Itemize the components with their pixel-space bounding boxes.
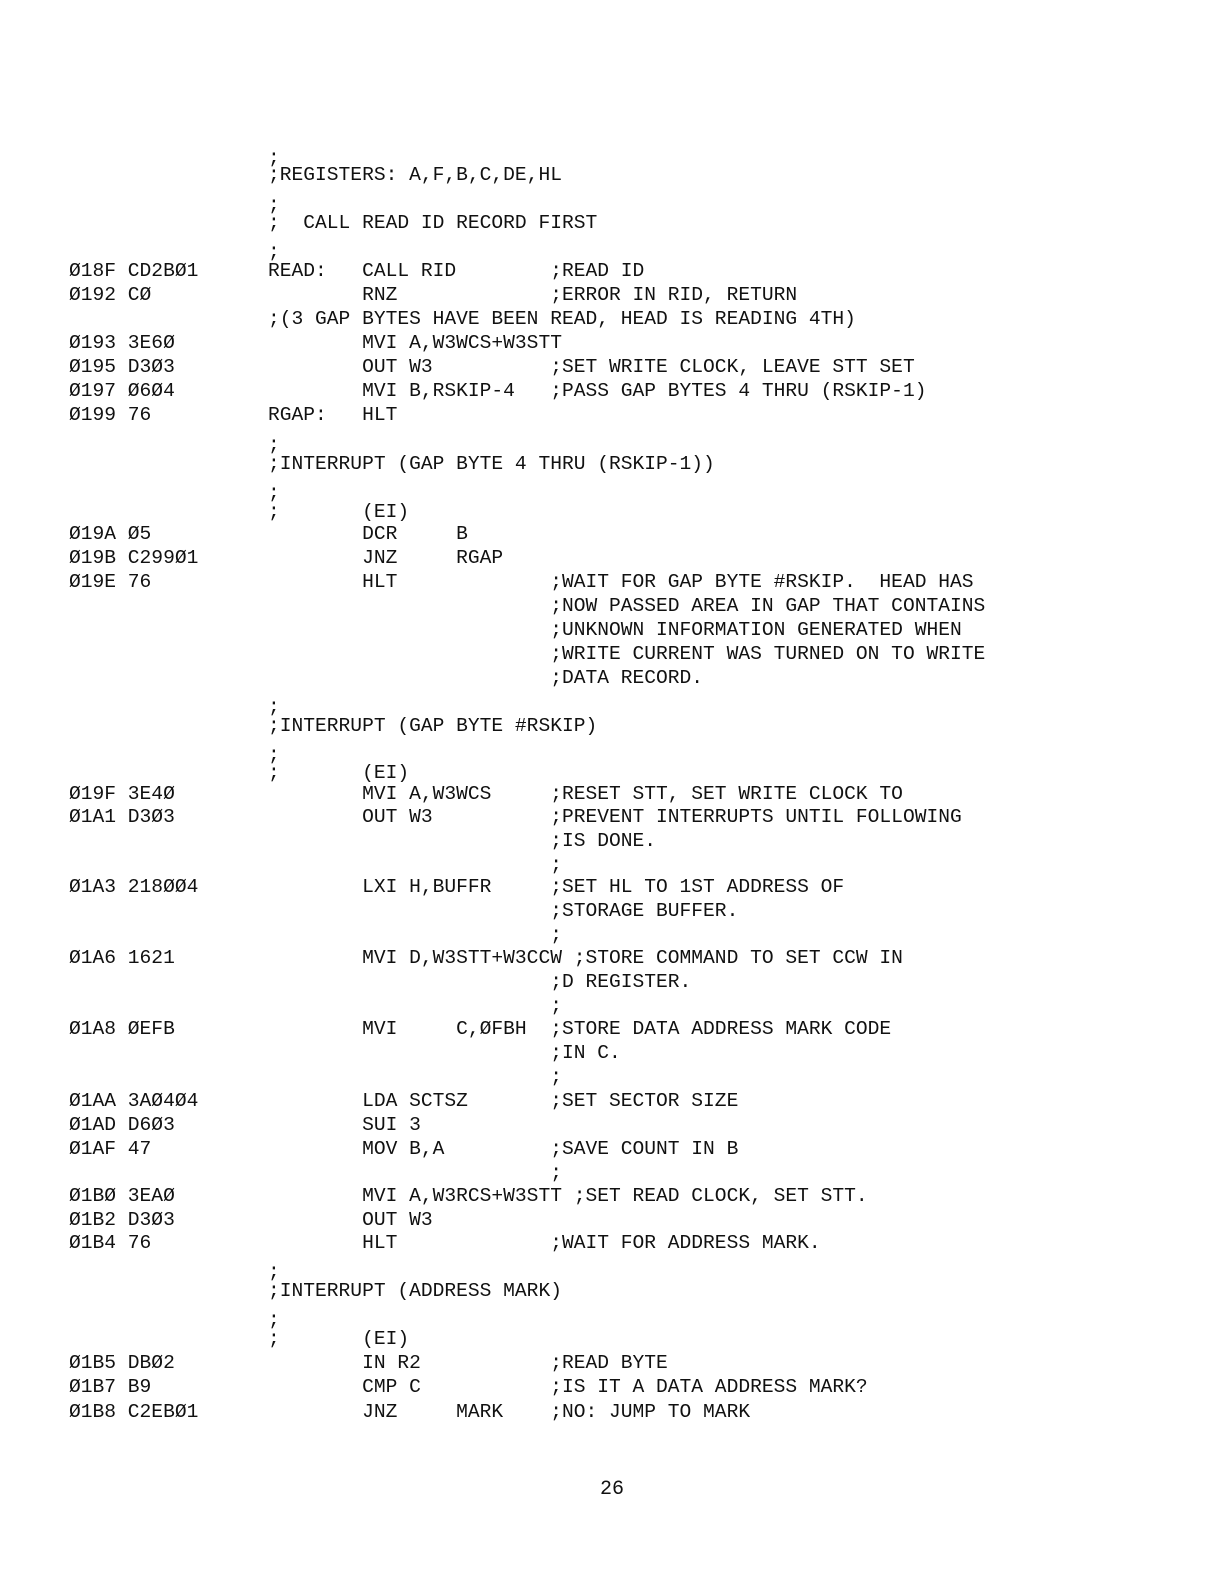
- source-line: JNZ RGAP: [268, 547, 504, 569]
- page-number: 26: [599, 1478, 624, 1501]
- comment-line: ; (EI): [268, 762, 410, 784]
- object-code: Ø199 76: [69, 404, 152, 426]
- object-code: Ø1B2 D3Ø3: [69, 1209, 175, 1231]
- source-line: ;: [268, 924, 562, 946]
- object-code: Ø19A Ø5: [69, 523, 152, 545]
- source-line: LXI H,BUFFR ;SET HL TO 1ST ADDRESS OF: [268, 876, 845, 898]
- source-line: MVI A,W3RCS+W3STT ;SET READ CLOCK, SET STT.: [268, 1185, 868, 1207]
- source-line: ;WRITE CURRENT WAS TURNED ON TO WRITE: [268, 643, 986, 665]
- object-code: Ø1AA 3AØ4Ø4: [69, 1090, 199, 1112]
- source-line: RGAP: HLT: [268, 404, 398, 426]
- source-line: ;D REGISTER.: [268, 971, 692, 993]
- object-code: Ø1A8 ØEFB: [69, 1018, 175, 1040]
- source-line: OUT W3: [268, 1209, 433, 1231]
- object-code: Ø1A1 D3Ø3: [69, 806, 175, 828]
- source-line: READ: CALL RID ;READ ID: [268, 260, 645, 282]
- object-code: Ø1A6 1621: [69, 947, 175, 969]
- source-line: MVI C,ØFBH ;STORE DATA ADDRESS MARK CODE: [268, 1018, 892, 1040]
- comment-line: ;: [268, 696, 280, 718]
- object-code: Ø1B5 DBØ2: [69, 1352, 175, 1374]
- comment-line: ;: [268, 482, 280, 504]
- source-line: OUT W3 ;PREVENT INTERRUPTS UNTIL FOLLOWING: [268, 806, 962, 828]
- comment-line: ;: [268, 194, 280, 216]
- source-line: RNZ ;ERROR IN RID, RETURN: [268, 284, 798, 306]
- source-line: MVI B,RSKIP-4 ;PASS GAP BYTES 4 THRU (RSKIP-1): [268, 380, 927, 402]
- source-line: ;IN C.: [268, 1042, 621, 1064]
- object-code: Ø18F CD2BØ1: [69, 260, 199, 282]
- object-code: Ø1B8 C2EBØ1: [69, 1401, 199, 1423]
- source-line: JNZ MARK ;NO: JUMP TO MARK: [268, 1401, 751, 1423]
- comment-line: ;: [268, 1261, 280, 1283]
- comment-line: ;INTERRUPT (GAP BYTE 4 THRU (RSKIP-1)): [268, 453, 715, 475]
- source-line: IN R2 ;READ BYTE: [268, 1352, 668, 1374]
- object-code: Ø1B4 76: [69, 1232, 152, 1254]
- comment-line: ;: [268, 434, 280, 456]
- comment-line: ;INTERRUPT (GAP BYTE #RSKIP): [268, 715, 598, 737]
- source-line: MVI A,W3WCS+W3STT: [268, 332, 562, 354]
- object-code: Ø197 Ø6Ø4: [69, 380, 175, 402]
- source-line: OUT W3 ;SET WRITE CLOCK, LEAVE STT SET: [268, 356, 915, 378]
- object-code: Ø195 D3Ø3: [69, 356, 175, 378]
- comment-line: ; CALL READ ID RECORD FIRST: [268, 212, 598, 234]
- object-code: Ø1B7 B9: [69, 1376, 152, 1398]
- source-line: ;IS DONE.: [268, 830, 657, 852]
- object-code: Ø19F 3E4Ø: [69, 783, 175, 805]
- source-line: ;DATA RECORD.: [268, 667, 704, 689]
- source-line: ;UNKNOWN INFORMATION GENERATED WHEN: [268, 619, 962, 641]
- object-code: Ø192 CØ: [69, 284, 152, 306]
- source-line: ;NOW PASSED AREA IN GAP THAT CONTAINS: [268, 595, 986, 617]
- source-line: ;: [268, 1162, 562, 1184]
- object-code: Ø1AF 47: [69, 1138, 152, 1160]
- source-line: HLT ;WAIT FOR ADDRESS MARK.: [268, 1232, 821, 1254]
- source-line: DCR B: [268, 523, 468, 545]
- source-line: ;: [268, 854, 562, 876]
- object-code: Ø1AD D6Ø3: [69, 1114, 175, 1136]
- object-code: Ø19B C299Ø1: [69, 547, 199, 569]
- comment-line: ;REGISTERS: A,F,B,C,DE,HL: [268, 164, 562, 186]
- comment-line: ;: [268, 744, 280, 766]
- comment-line: ;INTERRUPT (ADDRESS MARK): [268, 1280, 562, 1302]
- source-line: MOV B,A ;SAVE COUNT IN B: [268, 1138, 739, 1160]
- source-line: SUI 3: [268, 1114, 421, 1136]
- source-line: ;: [268, 995, 562, 1017]
- source-line: MVI D,W3STT+W3CCW ;STORE COMMAND TO SET CCW IN: [268, 947, 903, 969]
- source-line: MVI A,W3WCS ;RESET STT, SET WRITE CLOCK TO: [268, 783, 903, 805]
- source-line: HLT ;WAIT FOR GAP BYTE #RSKIP. HEAD HAS: [268, 571, 974, 593]
- comment-line: ;: [268, 1309, 280, 1331]
- comment-line: ;: [268, 241, 280, 263]
- comment-line: ; (EI): [268, 1328, 410, 1350]
- source-line: ;STORAGE BUFFER.: [268, 900, 739, 922]
- object-code: Ø193 3E6Ø: [69, 332, 175, 354]
- object-code: Ø1A3 218ØØ4: [69, 876, 199, 898]
- comment-line: ;(3 GAP BYTES HAVE BEEN READ, HEAD IS READING 4TH): [268, 308, 856, 330]
- source-line: ;: [268, 1066, 562, 1088]
- comment-line: ;: [268, 147, 280, 169]
- source-line: CMP C ;IS IT A DATA ADDRESS MARK?: [268, 1376, 868, 1398]
- source-line: LDA SCTSZ ;SET SECTOR SIZE: [268, 1090, 739, 1112]
- comment-line: ; (EI): [268, 501, 410, 523]
- object-code: Ø19E 76: [69, 571, 152, 593]
- object-code: Ø1BØ 3EAØ: [69, 1185, 175, 1207]
